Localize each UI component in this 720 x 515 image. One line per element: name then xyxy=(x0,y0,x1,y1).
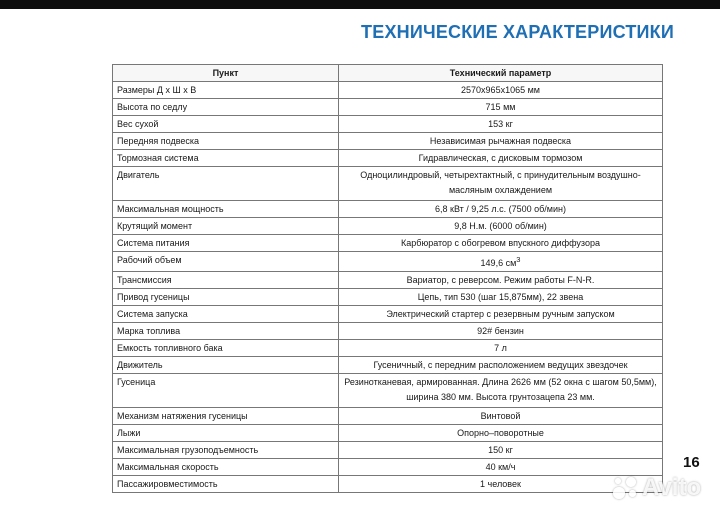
table-row xyxy=(113,201,663,218)
row-value: 6,8 кВт / 9,25 л.с. (7500 об/мин) xyxy=(339,201,663,218)
page-title: ТЕХНИЧЕСКИЕ ХАРАКТЕРИСТИКИ xyxy=(361,22,674,42)
table-row xyxy=(113,306,663,323)
row-value: Гидравлическая, с дисковым тормозом xyxy=(339,150,663,167)
row-value: 150 кг xyxy=(339,442,663,459)
top-bar xyxy=(0,0,720,9)
table-row xyxy=(113,323,663,340)
table-row xyxy=(113,340,663,357)
row-value: Вариатор, с реверсом. Режим работы F-N-R. xyxy=(339,272,663,289)
row-item: Гусеница xyxy=(113,374,339,408)
row-value xyxy=(339,252,663,272)
row-item: Трансмиссия xyxy=(113,272,339,289)
row-item: Тормозная система xyxy=(113,150,339,167)
row-value: 7 л xyxy=(339,340,663,357)
row-item: Пассажировместимость xyxy=(113,476,339,493)
column-header-item: Пункт xyxy=(113,65,339,82)
table-row xyxy=(113,476,663,493)
row-value: 1 человек xyxy=(339,476,663,493)
row-value-superscript: 3 xyxy=(516,255,521,264)
row-item: Максимальная мощность xyxy=(113,201,339,218)
row-item: Максимальная грузоподъемность xyxy=(113,442,339,459)
row-value: 9,8 Н.м. (6000 об/мин) xyxy=(339,218,663,235)
row-item: Система запуска xyxy=(113,306,339,323)
row-item: Механизм натяжения гусеницы xyxy=(113,408,339,425)
row-item: Рабочий объем xyxy=(113,252,339,272)
table-row xyxy=(113,357,663,374)
row-item: Двигатель xyxy=(113,167,339,201)
row-item: Движитель xyxy=(113,357,339,374)
table-row xyxy=(113,289,663,306)
page-number: 16 xyxy=(683,454,700,471)
avito-watermark xyxy=(612,474,701,502)
row-value: Карбюратор с обогревом впускного диффузора xyxy=(339,235,663,252)
column-header-parameter: Технический параметр xyxy=(339,65,663,82)
table-row xyxy=(113,82,663,99)
row-item: Размеры Д х Ш х В xyxy=(113,82,339,99)
row-item: Вес сухой xyxy=(113,116,339,133)
spec-table xyxy=(112,64,663,493)
row-item: Максимальная скорость xyxy=(113,459,339,476)
row-value: 715 мм xyxy=(339,99,663,116)
row-value: Одноцилиндровый, четырехтактный, с принудительным воздушно-масляным охлаждением xyxy=(339,167,663,201)
row-value: 153 кг xyxy=(339,116,663,133)
table-row xyxy=(113,442,663,459)
row-item: Лыжи xyxy=(113,425,339,442)
table-row xyxy=(113,167,663,201)
row-value: Резинотканевая, армированная. Длина 2626 мм (52 окна с шагом 50,5мм), ширина 380 мм. Высота грунтозацепа 23 мм. xyxy=(339,374,663,408)
row-item: Емкость топливного бака xyxy=(113,340,339,357)
row-item: Передняя подвеска xyxy=(113,133,339,150)
table-row xyxy=(113,150,663,167)
table-row xyxy=(113,425,663,442)
table-row xyxy=(113,99,663,116)
row-value-text: 149,6 см xyxy=(480,258,517,268)
table-header-row xyxy=(113,65,663,82)
table-row xyxy=(113,235,663,252)
table-row xyxy=(113,252,663,272)
table-row xyxy=(113,133,663,150)
row-value: Независимая рычажная подвеска xyxy=(339,133,663,150)
table-row xyxy=(113,218,663,235)
row-value: 2570x965x1065 мм xyxy=(339,82,663,99)
table-row xyxy=(113,116,663,133)
row-value: 92# бензин xyxy=(339,323,663,340)
row-item: Привод гусеницы xyxy=(113,289,339,306)
row-item: Марка топлива xyxy=(113,323,339,340)
row-item: Система питания xyxy=(113,235,339,252)
row-value: Цепь, тип 530 (шаг 15,875мм), 22 звена xyxy=(339,289,663,306)
row-item: Высота по седлу xyxy=(113,99,339,116)
table-row xyxy=(113,374,663,408)
row-value: 40 км/ч xyxy=(339,459,663,476)
row-value: Гусеничный, с передним расположением ведущих звездочек xyxy=(339,357,663,374)
row-item: Крутящий момент xyxy=(113,218,339,235)
table-row xyxy=(113,272,663,289)
avito-logo-icon xyxy=(612,475,638,501)
table-row xyxy=(113,459,663,476)
avito-watermark-text: Avito xyxy=(642,474,702,501)
row-value: Опорно–поворотные xyxy=(339,425,663,442)
row-value: Электрический стартер с резервным ручным запуском xyxy=(339,306,663,323)
table-row xyxy=(113,408,663,425)
row-value: Винтовой xyxy=(339,408,663,425)
